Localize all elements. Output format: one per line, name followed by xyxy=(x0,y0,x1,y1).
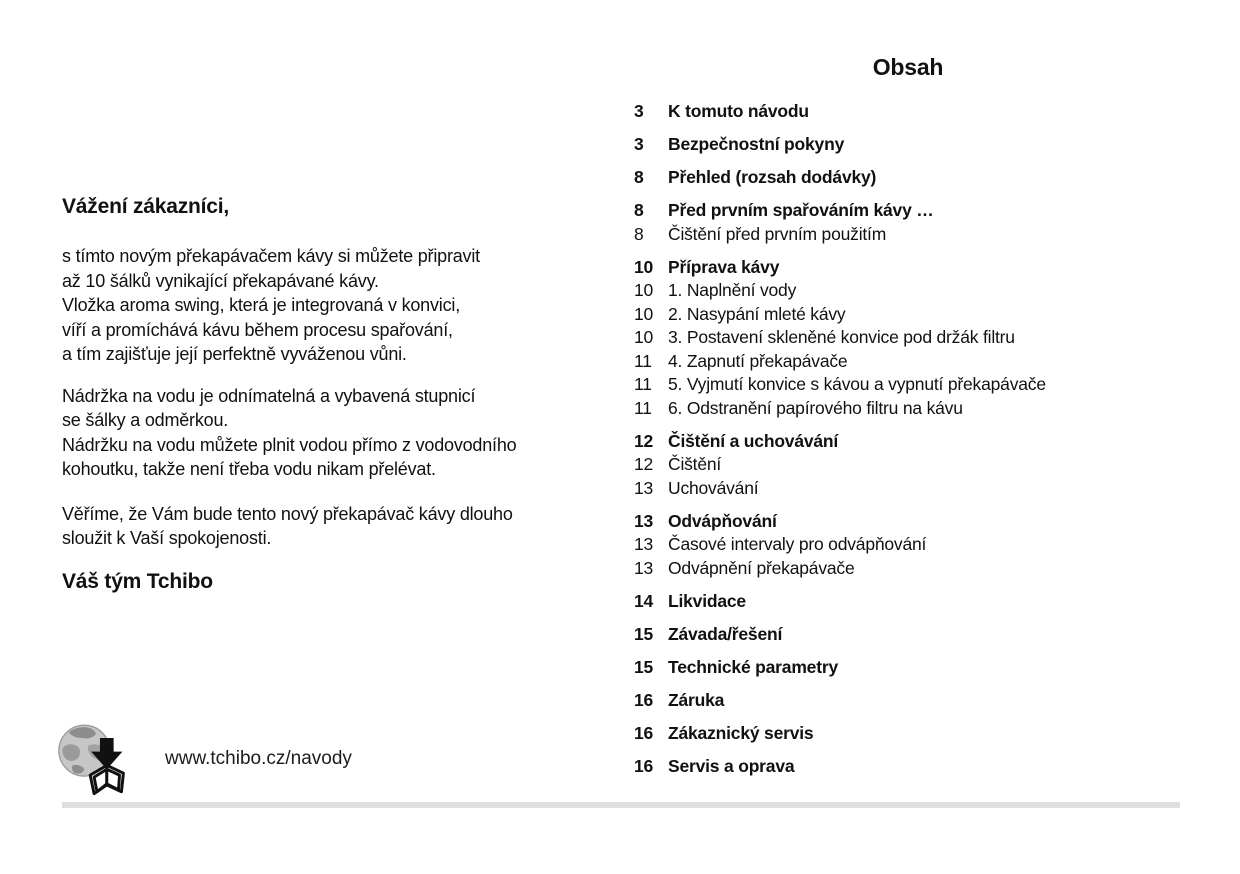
toc-entry xyxy=(634,303,1182,327)
intro-paragraph xyxy=(62,384,622,482)
toc-entry-label: 5. Vyjmutí konvice s kávou a vypnutí překapávače xyxy=(668,374,1046,394)
toc-entry-label: 2. Nasypání mleté kávy xyxy=(668,303,846,324)
footer-divider xyxy=(62,802,1180,808)
toc-entry-label: Uchovávání xyxy=(668,477,759,498)
toc-title: Obsah xyxy=(872,54,944,80)
toc-page-number: 11 xyxy=(634,397,652,418)
intro-section xyxy=(62,194,622,595)
toc-entry xyxy=(634,350,1182,374)
intro-line: se šálky a odměrkou. xyxy=(62,410,229,430)
toc-entry-label: Odvápnění překapávače xyxy=(668,557,855,578)
toc-page-number: 16 xyxy=(634,689,654,710)
toc-entry-label: 3. Postavení skleněné konvice pod držák filtru xyxy=(668,327,1015,347)
intro-line: Vložka aroma swing, která je integrovaná v konvici, xyxy=(62,295,460,315)
toc-section xyxy=(634,52,1182,778)
toc-page-number: 11 xyxy=(634,350,652,371)
manual-url: www.tchibo.cz/navody xyxy=(165,748,352,769)
intro-line: a tím zajišťuje její perfektně vyváženou vůni. xyxy=(62,344,407,364)
toc-entry xyxy=(634,477,1182,501)
toc-entry xyxy=(634,223,1182,247)
toc-entry-label: 1. Naplnění vody xyxy=(668,280,797,300)
toc-entry-label: 6. Odstranění papírového filtru na kávu xyxy=(668,397,963,418)
intro-line: až 10 šálků vynikající překapávané kávy. xyxy=(62,270,379,291)
toc-page-number: 10 xyxy=(634,327,654,347)
toc-entry xyxy=(634,510,1182,534)
toc-entry xyxy=(634,755,1182,779)
toc-entry-label: Přehled (rozsah dodávky) xyxy=(668,167,877,187)
intro-line: víří a promíchává kávu během procesu spařování, xyxy=(62,319,453,340)
toc-entry xyxy=(634,279,1182,303)
toc-entry-label: K tomuto návodu xyxy=(668,101,809,121)
intro-paragraph xyxy=(62,244,622,367)
toc-page-number: 10 xyxy=(634,280,654,300)
toc-entry xyxy=(634,453,1182,477)
toc-entry xyxy=(634,166,1182,190)
intro-line: kohoutku, takže není třeba vodu nikam přelévat. xyxy=(62,459,436,479)
toc-entry-label: Odvápňování xyxy=(668,510,777,531)
toc-page-number: 16 xyxy=(634,755,654,776)
toc-entry xyxy=(634,722,1182,746)
toc-entry xyxy=(634,373,1182,397)
toc-entry xyxy=(634,689,1182,713)
toc-entry-label: Servis a oprava xyxy=(668,755,795,776)
toc-page-number: 8 xyxy=(634,200,644,220)
web-link-row xyxy=(55,722,352,796)
toc-page-number: 12 xyxy=(634,430,654,451)
toc-entry xyxy=(634,256,1182,280)
toc-entry-label: Záruka xyxy=(668,689,725,710)
intro-line: Věříme, že Vám bude tento nový překapávač kávy dlouho xyxy=(62,503,513,524)
toc-entry-label: 4. Zapnutí překapávače xyxy=(668,350,848,371)
toc-page-number: 10 xyxy=(634,303,654,324)
toc-entry-label: Likvidace xyxy=(668,590,746,611)
intro-line: Nádržka na vodu je odnímatelná a vybavená stupnicí xyxy=(62,385,476,406)
toc-entry-label: Čištění před prvním použitím xyxy=(668,223,887,244)
toc-entry xyxy=(634,656,1182,680)
toc-page-number: 11 xyxy=(634,374,652,394)
toc-page-number: 8 xyxy=(634,223,644,244)
toc-page-number: 10 xyxy=(634,256,654,277)
toc-page-number: 3 xyxy=(634,101,644,121)
toc-entry-label: Před prvním spařováním kávy … xyxy=(668,200,934,220)
intro-line: s tímto novým překapávačem kávy si můžete připravit xyxy=(62,246,480,266)
intro-line: Nádržku na vodu můžete plnit vodou přímo z vodovodního xyxy=(62,434,517,455)
toc-entry xyxy=(634,326,1182,350)
toc-entry xyxy=(634,133,1182,157)
toc-entry-label: Bezpečnostní pokyny xyxy=(668,134,845,154)
toc-page-number: 13 xyxy=(634,557,654,578)
toc-entry-label: Časové intervaly pro odvápňování xyxy=(668,534,927,554)
toc-page-number: 14 xyxy=(634,590,654,611)
globe-book-download-icon xyxy=(55,722,141,796)
toc-page-number: 15 xyxy=(634,623,654,644)
intro-paragraph xyxy=(62,502,622,551)
toc-entry xyxy=(634,590,1182,614)
toc-entry xyxy=(634,533,1182,557)
toc-entry xyxy=(634,557,1182,581)
toc-page-number: 16 xyxy=(634,722,654,743)
toc-page-number: 13 xyxy=(634,534,654,554)
signature-heading: Váš tým Tchibo xyxy=(62,569,213,593)
toc-entry-label: Zákaznický servis xyxy=(668,722,814,743)
toc-entry-label: Čištění xyxy=(668,454,722,474)
toc-entry-label: Příprava kávy xyxy=(668,256,780,277)
toc-entry xyxy=(634,199,1182,223)
toc-page-number: 13 xyxy=(634,477,654,498)
toc-entry xyxy=(634,100,1182,124)
toc-entry xyxy=(634,430,1182,454)
toc-entry-label: Závada/řešení xyxy=(668,623,783,644)
toc-entry-label: Čištění a uchovávání xyxy=(668,430,839,451)
toc-page-number: 8 xyxy=(634,167,644,187)
toc-page-number: 12 xyxy=(634,454,654,474)
toc-entry xyxy=(634,623,1182,647)
toc-entry-label: Technické parametry xyxy=(668,656,838,677)
toc-entry xyxy=(634,397,1182,421)
intro-line: sloužit k Vaší spokojenosti. xyxy=(62,528,272,548)
toc-page-number: 13 xyxy=(634,510,654,531)
toc-page-number: 15 xyxy=(634,656,654,677)
greeting-heading: Vážení zákazníci, xyxy=(62,195,230,218)
toc-page-number: 3 xyxy=(634,134,644,154)
